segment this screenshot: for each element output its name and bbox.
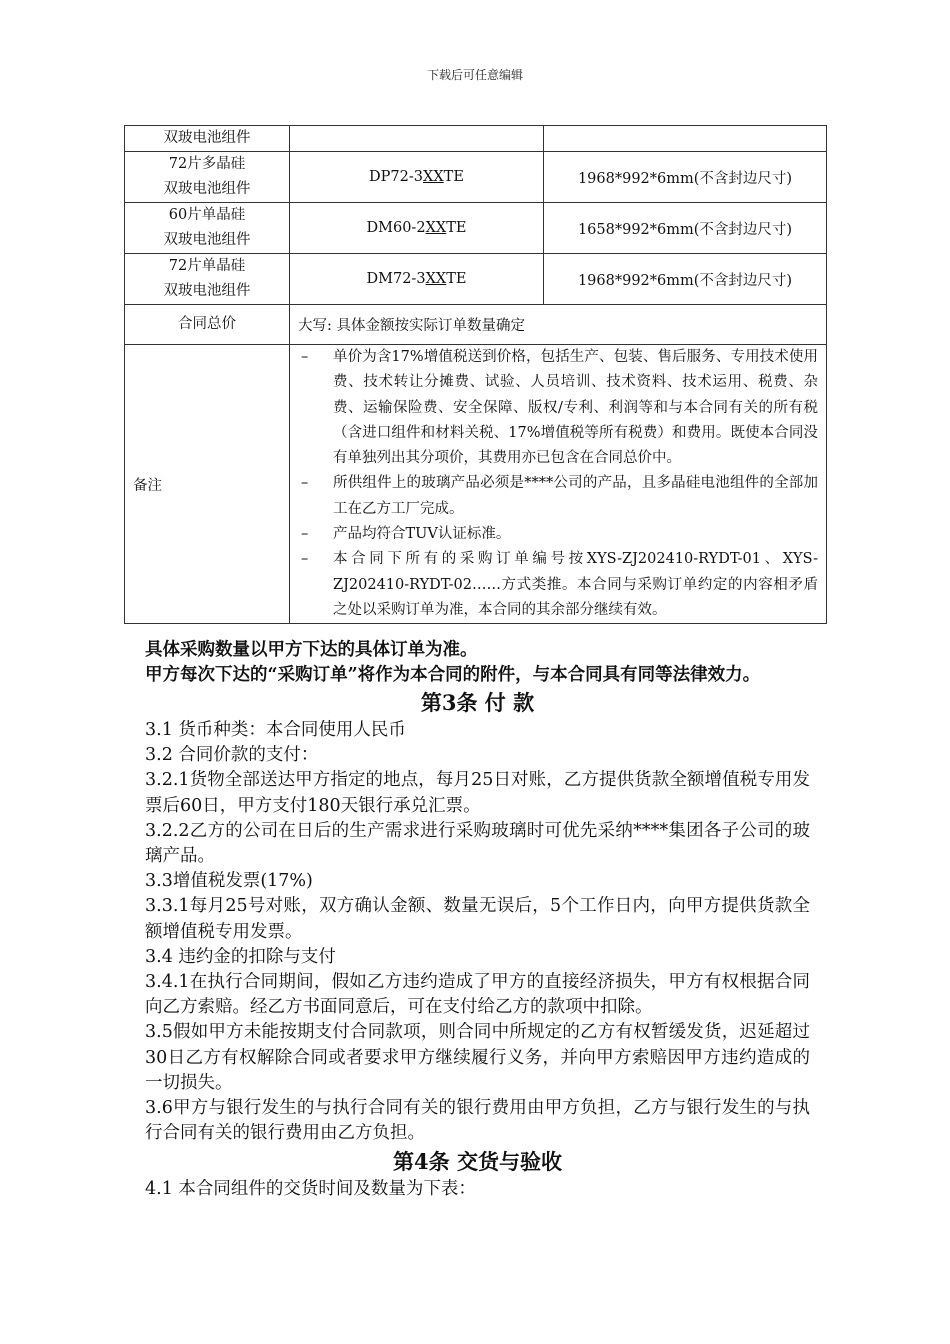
model-cell	[290, 254, 544, 305]
note-item	[298, 345, 818, 471]
product-name-line: 72片多晶硅 双玻电池组件	[163, 156, 251, 197]
paragraph: 3.3增值税发票(17%)	[145, 871, 313, 892]
note-text: 单价为含17%增值税送到价格，包括生产、包装、售后服务、专用技术使用费、技术转让分摊费、试验、人员培训、技术资料、技术运用、税费、杂费、运输保险费、安全保障、版权/专利、利润等和与本合同有关的所有税（含进口组件和材料关税、17%增值税等所有税费）和费用。既使本合同没有单独列出其分项价，其费用亦已包含在合同总价中。	[333, 349, 818, 467]
paragraph: 3.2.2乙方的公司在日后的生产需求进行采购玻璃时可优先采纳****集团各子公司的玻璃产品。	[145, 820, 810, 867]
product-table	[124, 125, 827, 624]
note-text: 产品均符合TUV认证标准。	[333, 526, 511, 543]
article-3-title: 第3条 付 款	[420, 690, 535, 715]
purchase-order-statement: 甲方每次下达的“采购订单”将作为本合同的附件，与本合同具有同等法律效力。	[145, 664, 761, 685]
model-cell	[290, 126, 544, 152]
dash-bullet: –	[301, 349, 309, 365]
note-text: 所供组件上的玻璃产品必须是****公司的产品，且多晶硅电池组件的全部加工在乙方工厂完成。	[333, 475, 818, 517]
size-cell: 1658*992*6mm(不含封边尺寸)	[544, 203, 827, 254]
note-item	[298, 547, 818, 623]
table-row	[125, 152, 827, 203]
paragraph: 3.4.1在执行合同期间，假如乙方违约造成了甲方的直接经济损失，甲方有权根据合同向乙方索赔。经乙方书面同意后，可在支付给乙方的款项中扣除。	[145, 972, 810, 1018]
model-suffix: TE	[443, 169, 464, 185]
product-name-cell	[125, 254, 290, 305]
contract-body	[145, 638, 810, 1203]
model-prefix: DM60-2	[366, 220, 426, 236]
table-row	[125, 254, 827, 305]
note-item	[298, 522, 818, 547]
notes-cell	[290, 345, 827, 624]
notes-row	[125, 345, 827, 624]
dash-bullet: –	[301, 475, 309, 492]
total-price-value: 大写: 具体金额按实际订单数量确定	[290, 305, 827, 345]
paragraph: 4.1 本合同组件的交货时间及数量为下表：	[145, 1179, 476, 1200]
product-name-line: 72片单晶硅 双玻电池组件	[163, 258, 251, 299]
paragraph: 3.2 合同价款的支付：	[145, 745, 319, 766]
model-prefix: DP72-3	[369, 169, 424, 185]
paragraph: 3.6甲方与银行发生的与执行合同有关的银行费用由甲方负担，乙方与银行发生的与执行合同有关的银行费用由乙方负担。	[145, 1098, 810, 1144]
total-price-row	[125, 305, 827, 345]
paragraph: 3.3.1每月25号对账，双方确认金额、数量无误后，5个工作日内，向甲方提供货款全额增值税专用发票。	[145, 896, 810, 942]
model-prefix: DM72-3	[366, 271, 426, 287]
dash-bullet: –	[301, 551, 309, 568]
note-text: 本合同下所有的采购订单编号按XYS-ZJ202410-RYDT-01、XYS-ZJ202410-RYDT-02……方式类推。本合同与采购订单约定的内容相矛盾之处以采购订单为准，本合同的其余部分继续有效。	[333, 551, 818, 618]
model-suffix: TE	[446, 220, 467, 236]
total-price-label: 合同总价	[125, 305, 290, 345]
table-row	[125, 126, 827, 152]
size-cell	[544, 126, 827, 152]
model-placeholder: XX	[425, 271, 447, 287]
paragraph: 3.2.1货物全部送达甲方指定的地点，每月25日对账，乙方提供货款全额增值税专用发票后60日，甲方支付180天银行承兑汇票。	[145, 770, 810, 816]
article-4-title: 第4条 交货与验收	[393, 1149, 562, 1175]
size-cell: 1968*992*6mm(不含封边尺寸)	[544, 152, 827, 203]
model-suffix: TE	[446, 271, 467, 287]
order-quantity-statement: 具体采购数量以甲方下达的具体订单为准。	[145, 640, 478, 660]
paragraph: 3.4 违约金的扣除与支付	[145, 946, 336, 967]
paragraph: 3.5假如甲方未能按期支付合同款项，则合同中所规定的乙方有权暂缓发货，迟延超过30日乙方有权解除合同或者要求甲方继续履行义务，并向甲方索赔因甲方违约造成的一切损失。	[145, 1022, 810, 1093]
model-cell	[290, 203, 544, 254]
notes-label: 备注	[125, 345, 290, 624]
table-row	[125, 203, 827, 254]
note-item	[298, 471, 818, 522]
size-cell: 1968*992*6mm(不含封边尺寸)	[544, 254, 827, 305]
product-name-cell: 双玻电池组件	[125, 126, 290, 152]
page-header: 下载后可任意编辑	[426, 68, 523, 82]
model-placeholder: XX	[423, 169, 444, 185]
model-cell	[290, 152, 544, 203]
product-name-cell	[125, 203, 290, 254]
product-name-line: 60片单晶硅 双玻电池组件	[163, 207, 251, 248]
product-name-cell	[125, 152, 290, 203]
dash-bullet: –	[301, 526, 309, 543]
paragraph: 3.1 货币种类：本合同使用人民币	[145, 720, 406, 740]
model-placeholder: XX	[425, 220, 447, 236]
